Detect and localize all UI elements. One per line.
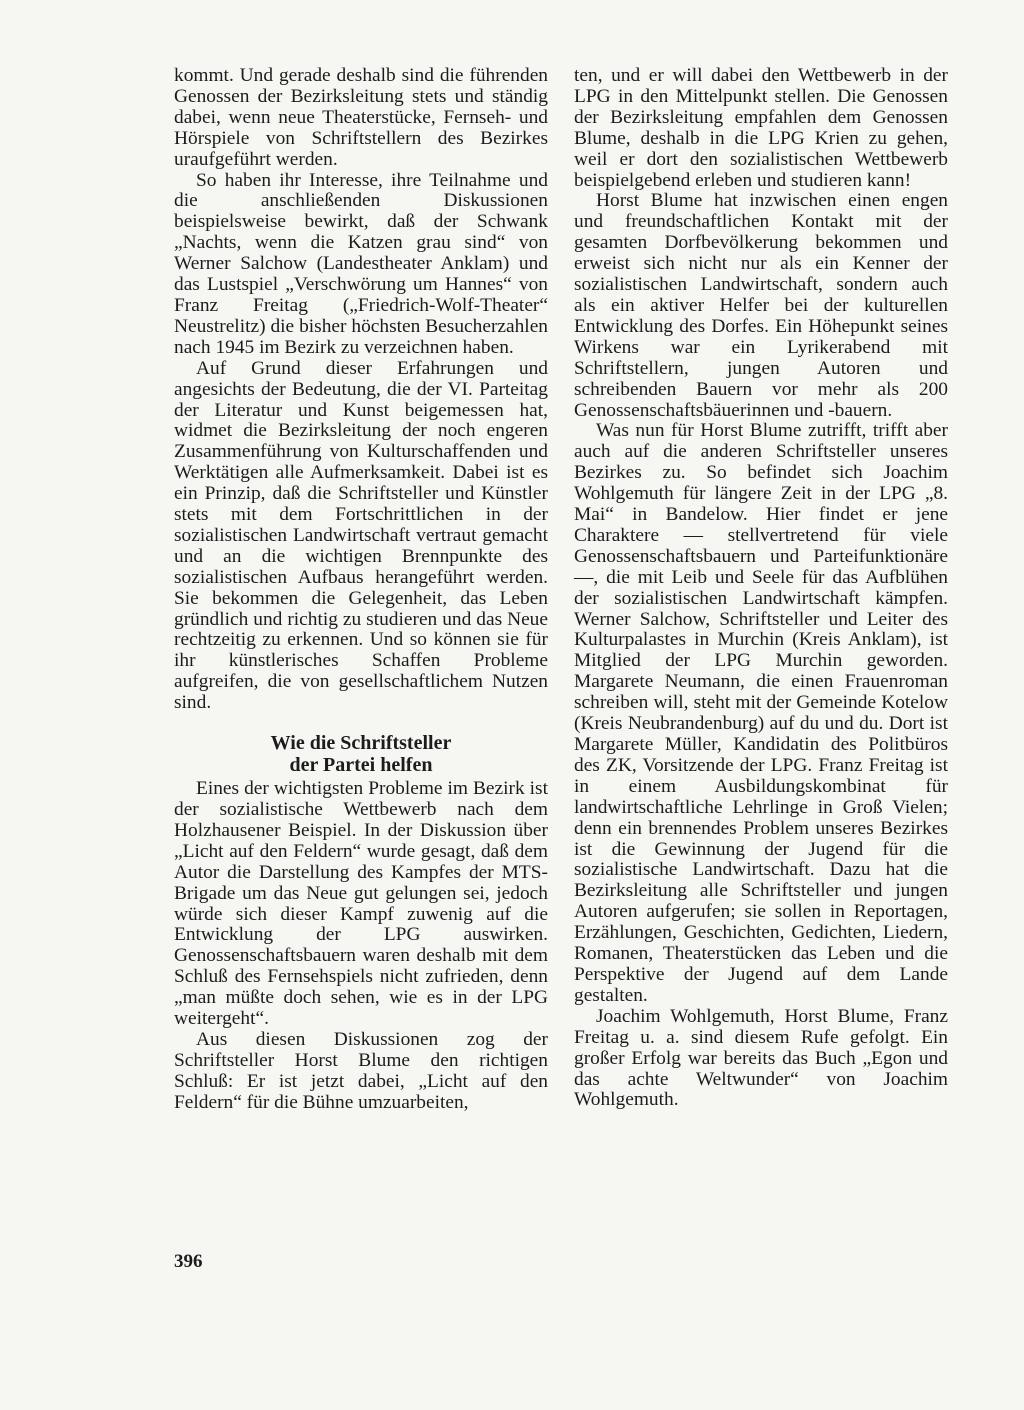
paragraph: Eines der wichtigsten Probleme im Bezirk ist der sozialistische Wettbewerb nach dem Holzhausener Beispiel. In der Diskussion über „Licht auf den Feldern“ wurde gesagt, daß dem Autor die Darstellung des Kampfes der MTS-Brigade um das Neue gut gelungen sei, jedoch würde sich dieser Kampf zuwenig auf die Entwicklung der LPG auswirken. Genossenschaftsbauern waren deshalb mit dem Schluß des Fernsehspiels nicht zufrieden, denn „man müßte doch sehen, wie es in der LPG weitergeht“.	[174, 778, 548, 1030]
paragraph: Auf Grund dieser Erfahrungen und angesichts der Bedeutung, die der VI. Parteitag der Literatur und Kunst beigemessen hat, widmet die Bezirksleitung der noch engeren Zusammenführung von Kulturschaffenden und Werktätigen alle Aufmerksamkeit. Dabei ist es ein Prinzip, daß die Schriftsteller und Künstler stets mit dem Fortschrittlichen in der sozialistischen Landwirtschaft vertraut gemacht und an die wichtigen Brennpunkte des sozialistischen Aufbaus herangeführt werden. Sie bekommen die Gelegenheit, das Leben gründlich und richtig zu studieren und das Neue rechtzeitig zu erkennen. Und so können sie für ihr künstlerisches Schaffen Probleme aufgreifen, die von gesellschaftlichem Nutzen sind.	[174, 357, 548, 714]
paragraph: Joachim Wohlgemuth, Horst Blume, Franz Freitag u. a. sind diesem Rufe gefolgt. Ein großer Erfolg war bereits das Buch „Egon und das achte Weltwunder“ von Joachim Wohlgemuth.	[574, 1005, 948, 1111]
paragraph: Horst Blume hat inzwischen einen engen und freundschaftlichen Kontakt mit der gesamten Dorfbevölkerung bekommen und erweist sich nicht nur als ein Kenner der sozialistischen Landwirtschaft, sondern auch als ein aktiver Helfer bei der kulturellen Entwicklung des Dorfes. Ein Höhepunkt seines Wirkens war ein Lyrikerabend mit Schriftstellern, jungen Autoren und schreibenden Bauern vor mehr als 200 Genossenschaftsbäuerinnen und -bauern.	[574, 190, 948, 421]
section-heading-line: Wie die Schriftsteller	[270, 732, 452, 755]
paragraph: kommt. Und gerade deshalb sind die führenden Genossen der Bezirksleitung stets und ständig dabei, wenn neue Theaterstücke, Fernseh- und Hörspiele von Schriftstellern des Bezirkes uraufgeführt werden.	[174, 65, 548, 170]
section-heading	[174, 732, 548, 776]
page-number: 396	[174, 1251, 203, 1272]
paragraph: Was nun für Horst Blume zutrifft, trifft aber auch auf die anderen Schriftsteller unseres Bezirkes zu. So befindet sich Joachim Wohlgemuth für längere Zeit in der LPG „8. Mai“ in Bandelow. Hier findet er jene Charaktere — stellvertretend für viele Genossenschaftsbauern und Parteifunktionäre —, die mit Leib und Seele für das Aufblühen der sozialistischen Landwirtschaft kämpfen. Werner Salchow, Schriftsteller und Leiter des Kulturpalastes in Murchin (Kreis Anklam), ist Mitglied der LPG Murchin geworden. Margarete Neumann, die einen Frauenroman schreiben will, steht mit der Gemeinde Kotelow (Kreis Neubrandenburg) auf du und du. Dort ist Margarete Müller, Kandidatin des Politbüros des ZK, Vorsitzende der LPG. Franz Freitag ist in einem Ausbildungskombinat für landwirtschaftliche Lehrlinge in Groß Vielen; denn ein brennendes Problem unseres Bezirkes ist die Gewinnung der Jugend für die sozialistische Landwirtschaft. Dazu hat die Bezirksleitung alle Schriftsteller und jungen Autoren aufgerufen; sie sollen in Reportagen, Erzählungen, Geschichten, Gedichten, Liedern, Romanen, Theaterstücken das Leben und die Perspektive der Jugend auf dem Lande gestalten.	[574, 420, 948, 1006]
right-column	[574, 66, 948, 1111]
left-column	[174, 66, 548, 1114]
paragraph: Aus diesen Diskussionen zog der Schriftsteller Horst Blume den richtigen Schluß: Er ist jetzt dabei, „Licht auf den Feldern“ für die Bühne umzuarbeiten,	[174, 1028, 548, 1113]
section-heading-line: der Partei helfen	[289, 754, 433, 777]
paragraph: So haben ihr Interesse, ihre Teilnahme und die anschließenden Diskussionen beispielsweise bewirkt, daß der Schwank „Nachts, wenn die Katzen grau sind“ von Werner Salchow (Landestheater Anklam) und das Lustspiel „Verschwörung um Hannes“ von Franz Freitag („Friedrich-Wolf-Theater“ Neustrelitz) die bisher höchsten Besucherzahlen nach 1945 im Bezirk zu verzeichnen haben.	[174, 169, 548, 358]
paragraph: ten, und er will dabei den Wettbewerb in der LPG in den Mittelpunkt stellen. Die Genossen der Bezirksleitung empfahlen dem Genossen Blume, deshalb in die LPG Krien zu gehen, weil er dort den sozialistischen Wettbewerb beispielgebend erleben und studieren kann!	[574, 65, 948, 191]
